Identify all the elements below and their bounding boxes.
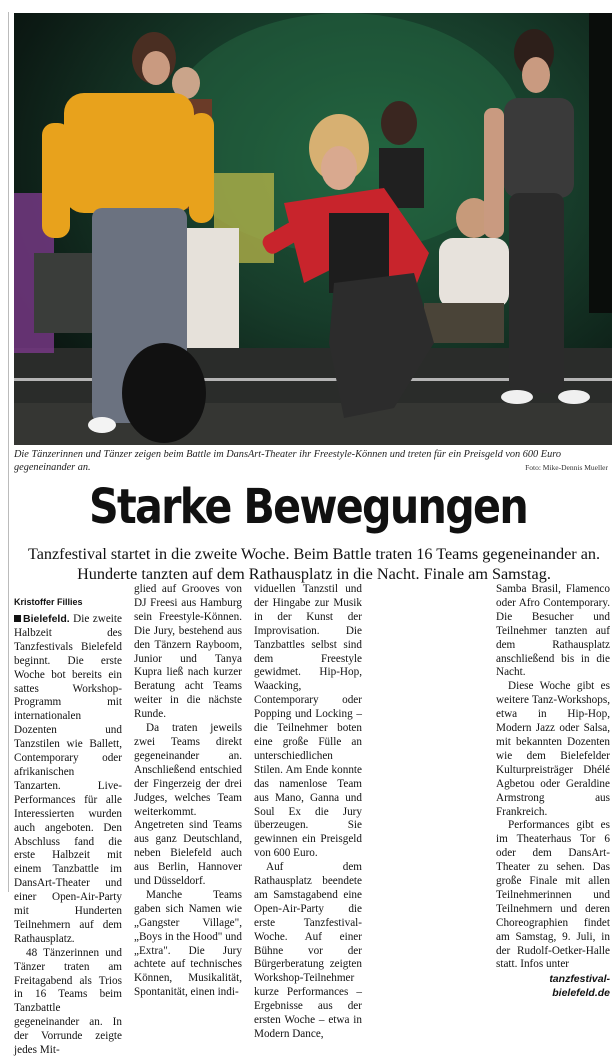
left-rule: [8, 12, 9, 892]
paragraph: [14, 613, 122, 947]
paragraph: Da traten jeweils zwei Teams direkt gegeneinander an. Anschließend entschied der Fingerzeig der drei Judges, welches Team weiterkommt. Angetreten sind Teams aus ganz Deutschland, neben Bielefeld auch aus Berlin, Hannover und Düsseldorf.: [134, 722, 242, 888]
article-column-4: [496, 583, 610, 1001]
author-byline: Kristoffer Fillies: [14, 597, 83, 607]
dancer-right-pants: [509, 193, 564, 393]
paragraph: Samba Brasil, Flamenco oder Afro Contemporary. Die Besucher und Teilnehmer tanzten auf dem Rathausplatz anschließend bis in die Nacht.: [496, 583, 610, 679]
paragraph: Diese Woche gibt es weitere Tanz-Workshops, etwa in Hip-Hop, Modern Jazz oder Salsa, mit bekannten Dozenten wie dem Bielefelder Kulturpreisträger Dhélé Agbetou oder Geraldine Armstrong aus Frankreich.: [496, 680, 610, 818]
subheadline: [14, 544, 614, 584]
paragraph: viduellen Tanzstil und der Hingabe zur Musik in der Kunst der Improvisation. Die Tanzbattles selbst sind dem Freestyle gewidmet. Hip-Hop, Waacking, Contemporary oder Popping und Locking – die Teilnehmer boten eine große Fülle an unterschiedlichen Stilen. Am Ende konnte das namenlose Team aus Mano, Ganna und Soul Ex die Jury überzeugen. Sie gewinnen ein Preisgeld von 600 Euro.: [254, 583, 362, 860]
subhead-line-2: Hunderte tanzten auf dem Rathausplatz in die Nacht. Finale am Samstag.: [77, 565, 551, 583]
subhead-line-1: Tanzfestival startet in die zweite Woche. Beim Battle traten 16 Teams gegeneinander an.: [27, 545, 601, 563]
paragraph: Manche Teams gaben sich Namen wie „Gangster Village", „Boys in the Hood" und „Extra". Die Jury achtete auf technisches Können, Musikalität, Spontanität, einen indi-: [134, 888, 242, 999]
caption-text: Die Tänzerinnen und Tänzer zeigen beim Battle im DansArt-Theater ihr Freestyle-Können und treten für ein Preisgeld von 600 Euro gegeneinander an.: [14, 449, 561, 473]
paragraph: Performances gibt es im Theaterhaus Tor 6 oder dem DansArt-Theater zu sehen. Das große Finale mit allen Teilnehmerinnen und Teilnehmern und deren Choreographien findet am Samstag, 9. Juli, in der Rudolf-Oetker-Halle statt. Infos unter: [496, 819, 610, 971]
photo-caption: [14, 449, 612, 474]
article-column-1: [14, 613, 122, 1058]
dateline: Bielefeld.: [23, 613, 70, 625]
headline: Starke Bewegungen: [88, 479, 528, 535]
festival-link[interactable]: tanzfestival-bielefeld.de: [549, 973, 610, 1000]
square-bullet-icon: [14, 615, 21, 622]
paragraph-text: Die zweite Halbzeit des Tanzfestivals Bielefeld beginnt. Die erste Woche bot bereits ein sattes Workshop-Programm mit internationalen Dozenten und Tanzstilen wie Ballett, Contemporary oder afrikanischen Tanzarten. Live-Performances für alle Interessierten wurden auch angeboten. Den Abschluss fand die erste Halbzeit mit einem Tanzbattle im DansArt-Theater und einer Open-Air-Party mit Hunderten Teilnehmern auf dem Rathausplatz.: [14, 613, 122, 945]
article-column-3: [254, 583, 362, 1042]
dancer-left-shirt: [64, 93, 194, 213]
article-photo: [14, 13, 612, 445]
spectator-pants: [184, 228, 239, 348]
dance-battle-photo: [14, 13, 612, 445]
photo-credit: Foto: Mike-Dennis Mueller: [525, 463, 608, 472]
paragraph: Auf dem Rathausplatz beendete am Samstagabend eine Open-Air-Party die erste Tanzfestival-Woche. Auf einer Bühne vor der Bürgerberatung zeigten Workshop-Teilnehmer kurze Performances – Ergebnisse aus der ersten Woche – etwa in Modern Dance,: [254, 861, 362, 1040]
dancer-right-shirt: [504, 98, 574, 198]
paragraph: glied auf Grooves von DJ Freesi aus Hamburg sein Freestyle-Können. Die Jury, bestehend aus den Tänzern Rayboom, Junior und Tanya Kupra ließ nach kurzer Beratung acht Teams weiter in die nächste Runde.: [134, 583, 242, 721]
paragraph: 48 Tänzerinnen und Tänzer traten am Freitagabend als Trios in 16 Teams beim Tanzbattle gegeneinander an. In der Vorrunde zeigte jedes Mit-: [14, 946, 122, 1057]
article-column-2: [134, 583, 242, 1000]
